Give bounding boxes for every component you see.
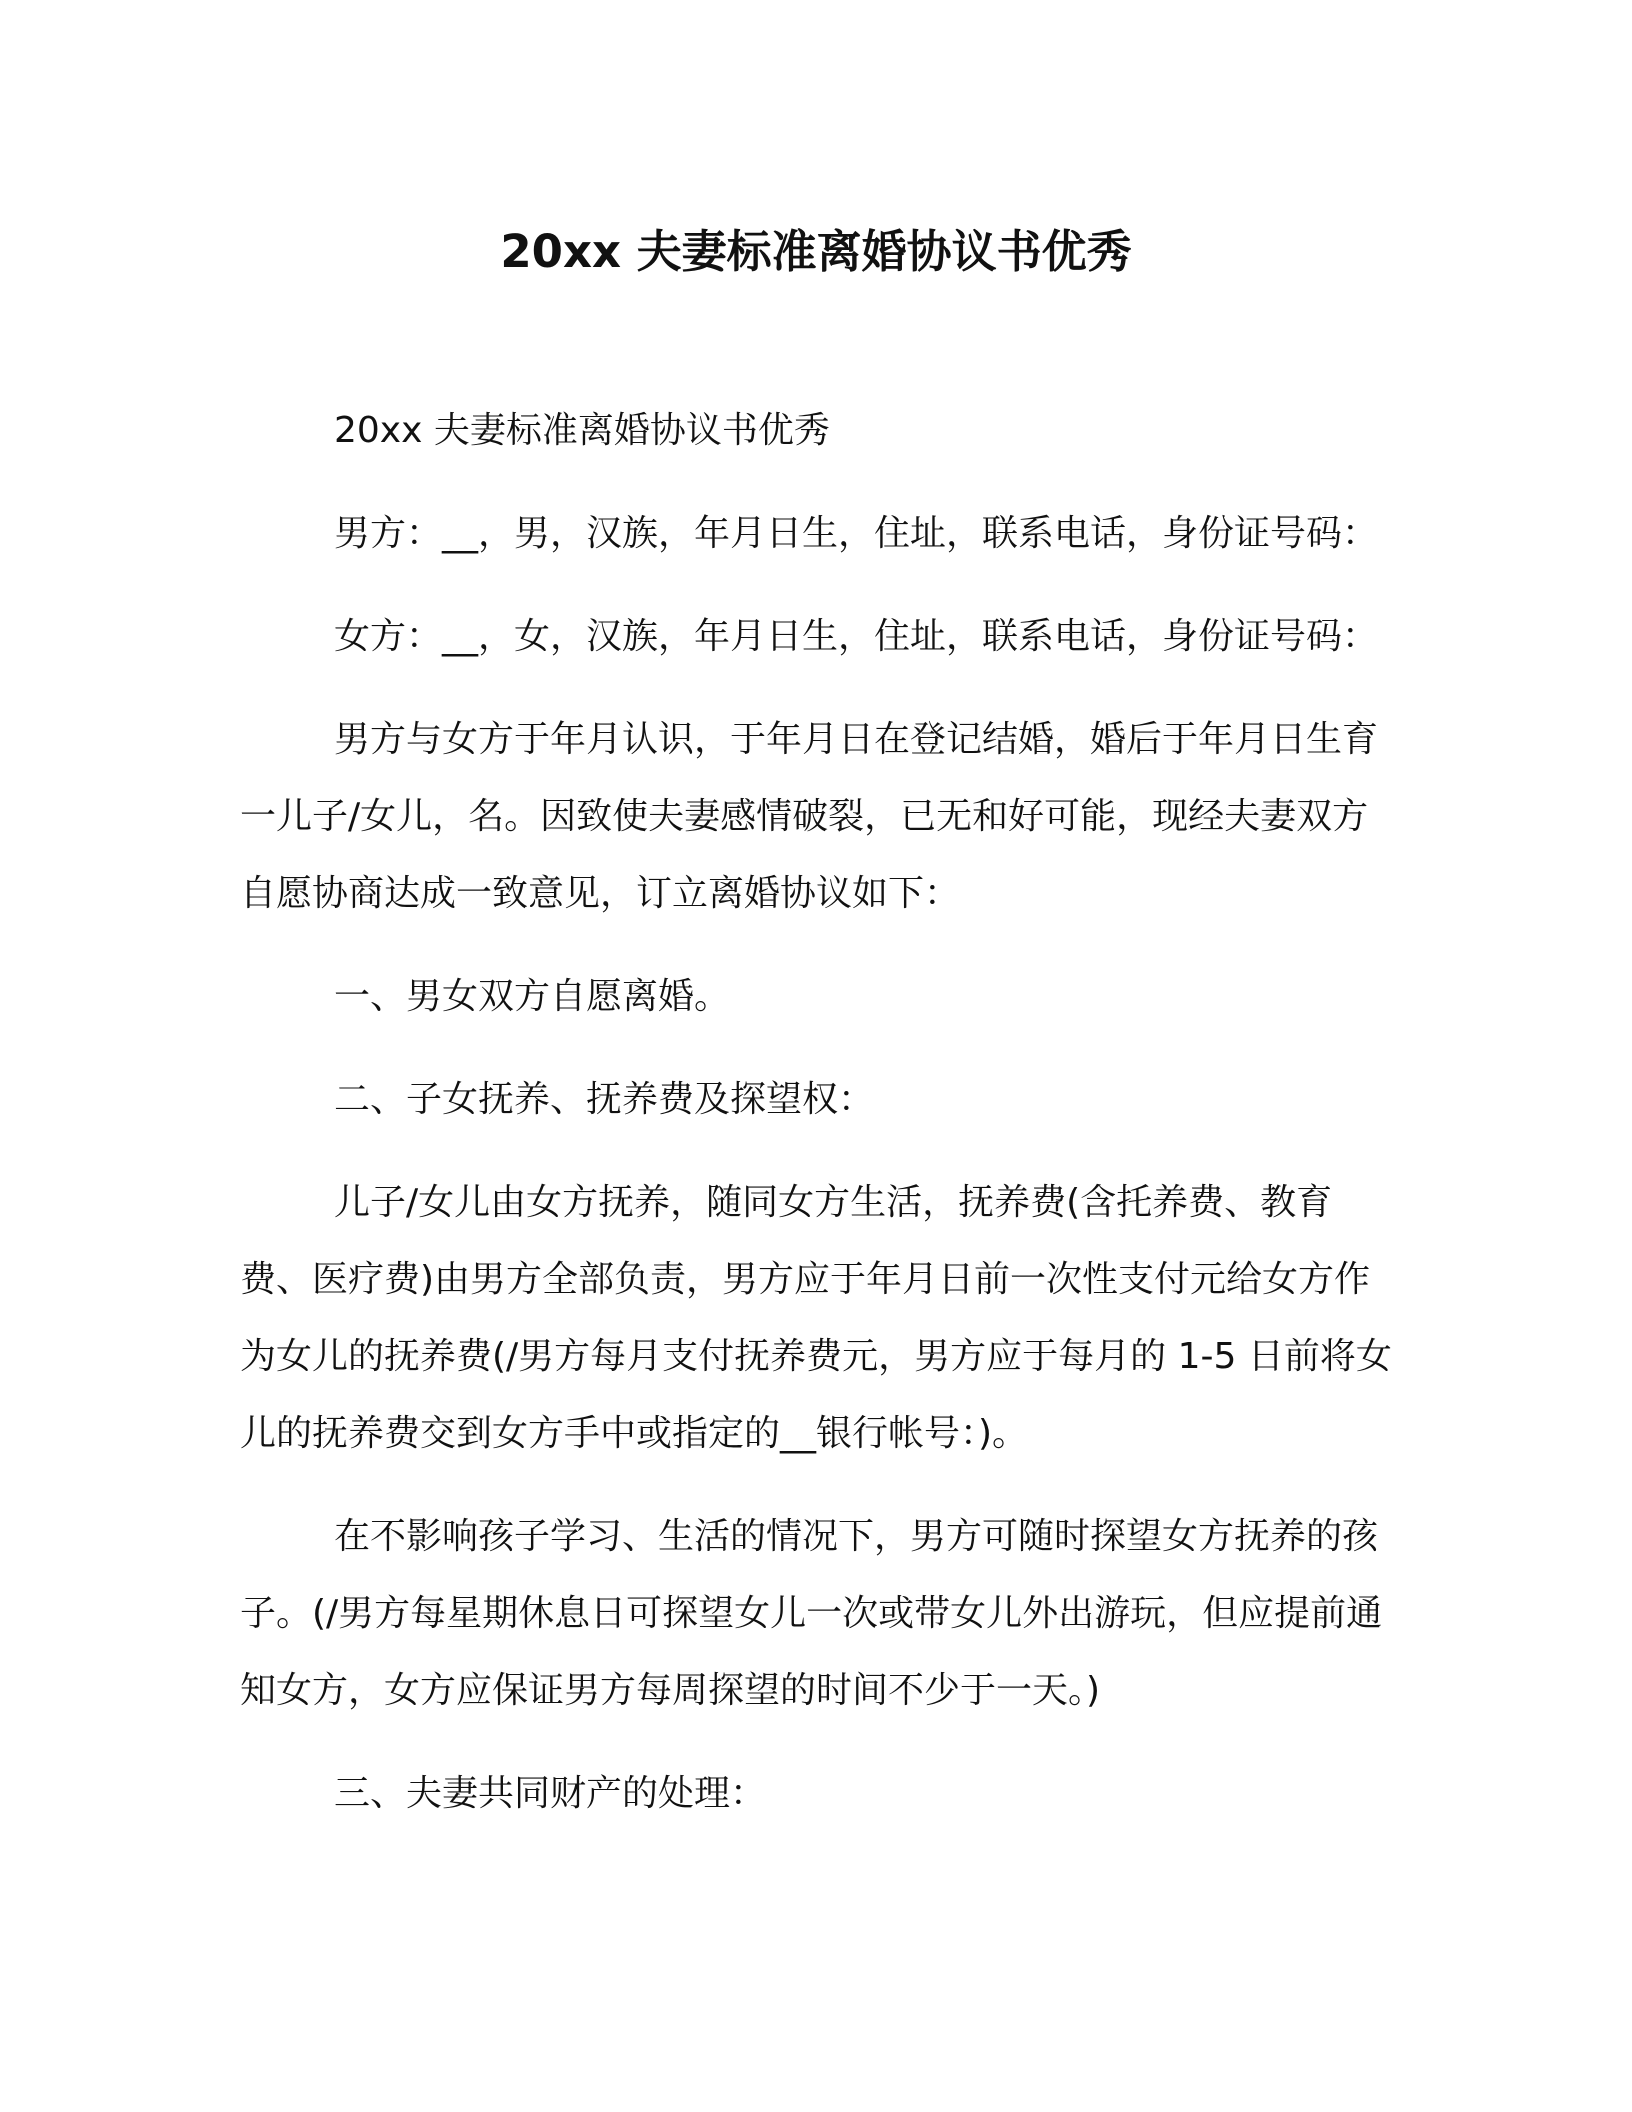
document-title: 20xx 夫妻标准离婚协议书优秀	[500, 225, 1132, 278]
paragraph-visitation: 在不影响孩子学习、生活的情况下，男方可随时探望女方抚养的孩子。(/男方每星期休息日可探望女儿一次或带女儿外出游玩，但应提前通知女方，女方应保证男方每周探望的时间不少于一天。)	[240, 1516, 1383, 1711]
paragraph-female-party: 女方：__，女，汉族，年月日生，住址，联系电话，身份证号码：	[334, 616, 1379, 657]
paragraph-clause-3-heading: 三、夫妻共同财产的处理：	[334, 1773, 767, 1814]
paragraph-clause-2-heading: 二、子女抚养、抚养费及探望权：	[334, 1079, 875, 1120]
paragraph-male-party: 男方：__，男，汉族，年月日生，住址，联系电话，身份证号码：	[334, 513, 1379, 554]
paragraph-child-support: 儿子/女儿由女方抚养，随同女方生活，抚养费(含托养费、教育费、医疗费)由男方全部负责，男方应于年月日前一次性支付元给女方作为女儿的抚养费(/男方每月支付抚养费元，男方应于每月的 1-5 日前将女儿的抚养费交到女方手中或指定的__银行帐号：)。	[240, 1182, 1392, 1454]
paragraph-background: 男方与女方于年月认识，于年月日在登记结婚，婚后于年月日生育一儿子/女儿，名。因致使夫妻感情破裂，已无和好可能，现经夫妻双方自愿协商达成一致意见，订立离婚协议如下：	[240, 719, 1379, 914]
paragraph-subtitle: 20xx 夫妻标准离婚协议书优秀	[334, 410, 830, 451]
paragraph-clause-1: 一、男女双方自愿离婚。	[334, 976, 731, 1017]
document-body	[240, 392, 1394, 1858]
